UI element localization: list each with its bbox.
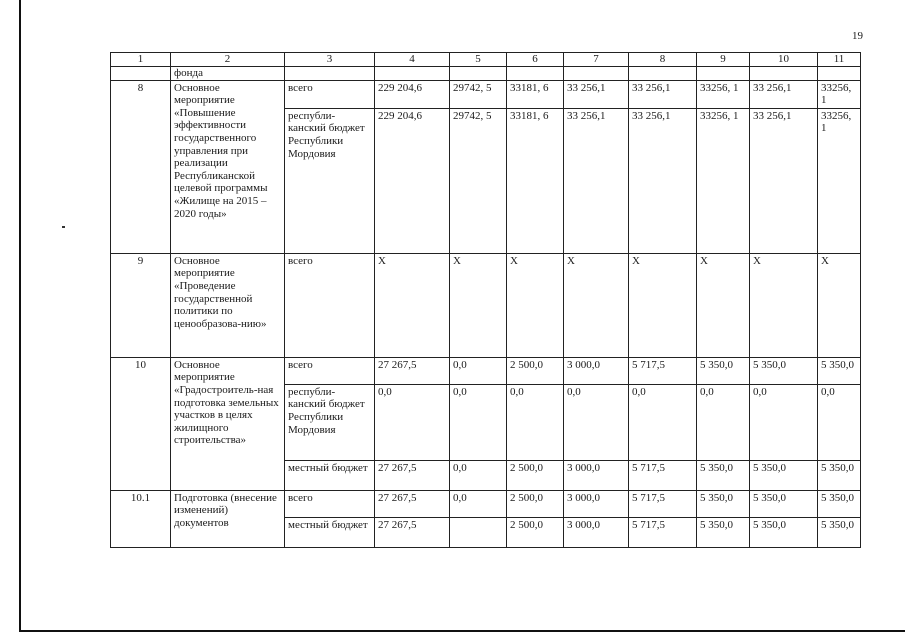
- value-cell: 3 000,0: [564, 460, 629, 490]
- value-cell: Х: [697, 253, 750, 357]
- value-cell: 5 350,0: [818, 460, 861, 490]
- value-cell: 5 350,0: [750, 517, 818, 547]
- value-cell: 27 267,5: [375, 490, 450, 517]
- row-number: 8: [111, 80, 171, 253]
- funding-source: всего: [285, 253, 375, 357]
- activity-name: Основное мероприятие «Повышение эффективности государственного управления при реализации Республиканской целевой программы «Жилище на 2015 – 2020 годы»: [171, 80, 285, 253]
- value-cell: 33256, 1: [818, 108, 861, 253]
- value-cell: Х: [507, 253, 564, 357]
- row-number: 9: [111, 253, 171, 357]
- activity-name: Подготовка (внесение изменений) документов: [171, 490, 285, 547]
- funding-source: всего: [285, 80, 375, 108]
- column-number-row: [111, 53, 861, 67]
- value-cell: 5 350,0: [750, 357, 818, 384]
- value-cell: 0,0: [697, 384, 750, 460]
- table-row: [111, 490, 861, 517]
- table-row: [111, 80, 861, 108]
- value-cell: 33 256,1: [750, 80, 818, 108]
- value-cell: 33 256,1: [750, 108, 818, 253]
- value-cell: 5 717,5: [629, 490, 697, 517]
- value-cell: Х: [564, 253, 629, 357]
- value-cell: 5 350,0: [697, 490, 750, 517]
- value-cell: 3 000,0: [564, 490, 629, 517]
- value-cell: 33 256,1: [564, 80, 629, 108]
- column-number: 1: [111, 53, 171, 67]
- funding-source: республи-канский бюджет Республики Мордовия: [285, 384, 375, 460]
- scan-speck: [62, 226, 65, 228]
- value-cell: 5 350,0: [750, 490, 818, 517]
- table-row: [111, 357, 861, 384]
- value-cell: 27 267,5: [375, 357, 450, 384]
- continuation-row: [111, 67, 861, 81]
- column-number: 8: [629, 53, 697, 67]
- value-cell: 0,0: [818, 384, 861, 460]
- value-cell: 5 350,0: [818, 357, 861, 384]
- value-cell: Х: [629, 253, 697, 357]
- column-number: 4: [375, 53, 450, 67]
- column-number: 7: [564, 53, 629, 67]
- value-cell: 0,0: [450, 357, 507, 384]
- column-number: 9: [697, 53, 750, 67]
- page-number: 19: [852, 30, 863, 42]
- value-cell: Х: [750, 253, 818, 357]
- value-cell: 0,0: [564, 384, 629, 460]
- value-cell: 5 350,0: [818, 490, 861, 517]
- funding-source: местный бюджет: [285, 460, 375, 490]
- program-funding-table: [110, 52, 861, 548]
- value-cell: 5 350,0: [750, 460, 818, 490]
- value-cell: 5 717,5: [629, 357, 697, 384]
- value-cell: 5 350,0: [697, 460, 750, 490]
- continuation-text: фонда: [171, 67, 285, 81]
- column-number: 10: [750, 53, 818, 67]
- value-cell: 33256, 1: [697, 108, 750, 253]
- value-cell: 2 500,0: [507, 460, 564, 490]
- value-cell: Х: [450, 253, 507, 357]
- value-cell: 33 256,1: [629, 80, 697, 108]
- value-cell: 3 000,0: [564, 357, 629, 384]
- funding-source: всего: [285, 357, 375, 384]
- value-cell: 33 256,1: [629, 108, 697, 253]
- funding-source: местный бюджет: [285, 517, 375, 547]
- value-cell: 2 500,0: [507, 517, 564, 547]
- value-cell: 0,0: [750, 384, 818, 460]
- value-cell: 2 500,0: [507, 490, 564, 517]
- scan-bottom-edge: [19, 630, 905, 632]
- column-number: 11: [818, 53, 861, 67]
- row-number-cell: [111, 67, 171, 81]
- value-cell: 33181, 6: [507, 80, 564, 108]
- value-cell: 29742, 5: [450, 108, 507, 253]
- value-cell: 33256, 1: [818, 80, 861, 108]
- value-cell: 5 717,5: [629, 517, 697, 547]
- value-cell: 5 350,0: [697, 357, 750, 384]
- row-number: 10: [111, 357, 171, 490]
- value-cell: 5 350,0: [818, 517, 861, 547]
- value-cell: 27 267,5: [375, 460, 450, 490]
- value-cell: Х: [818, 253, 861, 357]
- value-cell: Х: [375, 253, 450, 357]
- value-cell: 229 204,6: [375, 80, 450, 108]
- value-cell: 29742, 5: [450, 80, 507, 108]
- funding-source: всего: [285, 490, 375, 517]
- value-cell: 5 350,0: [697, 517, 750, 547]
- value-cell: 27 267,5: [375, 517, 450, 547]
- value-cell: 33256, 1: [697, 80, 750, 108]
- value-cell: 33181, 6: [507, 108, 564, 253]
- activity-name: Основное мероприятие «Проведение государственной политики по ценообразова-нию»: [171, 253, 285, 357]
- value-cell: 3 000,0: [564, 517, 629, 547]
- value-cell: 0,0: [450, 460, 507, 490]
- value-cell: 5 717,5: [629, 460, 697, 490]
- funding-source: республи-канский бюджет Республики Мордовия: [285, 108, 375, 253]
- activity-name: Основное мероприятие «Градостроитель-ная подготовка земельных участков в целях жилищного строительства»: [171, 357, 285, 490]
- value-cell: 0,0: [507, 384, 564, 460]
- value-cell: 33 256,1: [564, 108, 629, 253]
- column-number: 6: [507, 53, 564, 67]
- value-cell: 0,0: [450, 490, 507, 517]
- value-cell: 0,0: [375, 384, 450, 460]
- value-cell: 2 500,0: [507, 357, 564, 384]
- scan-left-edge: [19, 0, 21, 632]
- row-number: 10.1: [111, 490, 171, 547]
- column-number: 5: [450, 53, 507, 67]
- column-number: 2: [171, 53, 285, 67]
- column-number: 3: [285, 53, 375, 67]
- table-row: [111, 253, 861, 357]
- value-cell: [450, 517, 507, 547]
- value-cell: 0,0: [629, 384, 697, 460]
- value-cell: 229 204,6: [375, 108, 450, 253]
- value-cell: 0,0: [450, 384, 507, 460]
